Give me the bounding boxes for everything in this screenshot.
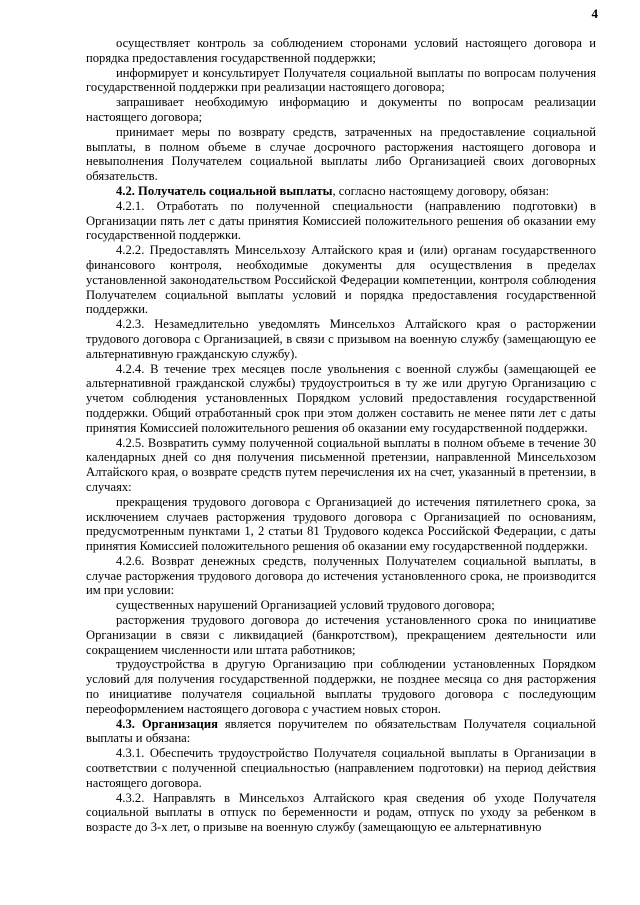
paragraph: [86, 613, 596, 657]
paragraph: [86, 362, 596, 436]
paragraph-text: 4.2.4. В течение трех месяцев после увольнения с военной службы (замещающей ее альтернативной гражданской службы) трудоустроиться в ту же или другую Организацию с учетом соблюдения установленных Порядком условий предоставления государственной поддержки. Общий отработанный срок при этом должен составить не менее пяти лет с даты принятия Комиссией положительного решения об оказании ему государственной поддержки.: [86, 361, 596, 435]
paragraph-text: осуществляет контроль за соблюдением сторонами условий настоящего договора и порядка предоставления государственной поддержки;: [86, 36, 596, 65]
paragraph: [86, 717, 596, 747]
paragraph-text: расторжения трудового договора до истечения установленного срока по инициативе Организации в связи с ликвидацией (банкротством), прекращением деятельности или сокращением численности или штата работников;: [86, 613, 596, 657]
paragraph: [86, 66, 596, 96]
paragraph-text: запрашивает необходимую информацию и документы по вопросам реализации настоящего договора;: [86, 95, 596, 124]
paragraph: [86, 243, 596, 317]
paragraph: [86, 184, 596, 199]
section-heading: 4.2. Получатель социальной выплаты: [116, 183, 333, 198]
paragraph: [86, 199, 596, 243]
paragraph-text: существенных нарушений Организацией условий трудового договора;: [116, 598, 495, 613]
paragraph: [86, 554, 596, 598]
paragraph-text: 4.2.6. Возврат денежных средств, полученных Получателем социальной выплаты, в случае расторжения трудового договора до истечения установленного срока, не производится им при условии:: [86, 553, 596, 598]
paragraph-text: 4.2.2. Предоставлять Минсельхозу Алтайского края и (или) органам государственного финансового контроля, необходимые документы для осуществления в пределах установленной законодательством Российской Федерации компетенции, контроля соблюдения Получателем социальной выплаты условий и порядка предоставления государственной поддержки.: [86, 243, 596, 317]
paragraph-text: , согласно настоящему договору, обязан:: [332, 183, 550, 198]
document-body: [86, 36, 596, 835]
paragraph: [86, 36, 596, 66]
paragraph: [86, 436, 596, 495]
paragraph: [86, 495, 596, 554]
paragraph: [86, 746, 596, 790]
paragraph-text: 4.3.2. Направлять в Минсельхоз Алтайского края сведения об уходе Получателя социальной выплаты в отпуск по беременности и родам, отпуск по уходу за ребенком в возрасте до 3-х лет, о призыве на военную службу (замещающую ее альтернативную: [86, 790, 596, 835]
paragraph-text: информирует и консультирует Получателя социальной выплаты по вопросам получения государственной поддержки при реализации настоящего договора;: [86, 65, 596, 95]
paragraph: [86, 317, 596, 361]
paragraph-text: принимает меры по возврату средств, затраченных на предоставление социальной выплаты, в полном объеме в случае досрочного расторжения настоящего договора и невыполнения Получателем социальной выплаты либо Организацией своих договорных обязательств.: [86, 124, 596, 184]
paragraph-text: 4.2.1. Отработать по полученной специальности (направлению подготовки) в Организации пять лет с даты принятия Комиссией положительного решения об оказании ему государственной поддержки.: [86, 198, 596, 243]
page-number: 4: [591, 6, 598, 21]
paragraph-text: 4.2.3. Незамедлительно уведомлять Минсельхоз Алтайского края о расторжении трудового договора с Организацией, в связи с призывом на военную службу (замещающую ее альтернативную гражданскую службу).: [86, 317, 596, 361]
paragraph: [86, 125, 596, 184]
paragraph-text: трудоустройства в другую Организацию при соблюдении установленных Порядком условий для получения государственной поддержки, не позднее месяца со дня расторжения по инициативе получателя социальной выплаты трудового договора с последующим переоформлением настоящего договора с участием новых сторон.: [86, 657, 596, 716]
paragraph: [86, 657, 596, 716]
paragraph-text: 4.2.5. Возвратить сумму полученной социальной выплаты в полном объеме в течение 30 календарных дней со дня получения письменной претензии, направленной Минсельхозом Алтайского края, о возврате средств путем перечисления их на счет, указанный в претензии, в случаях:: [86, 435, 596, 494]
paragraph: [86, 598, 596, 613]
paragraph-text: является поручителем по обязательствам Получателя социальной выплаты и обязана:: [86, 716, 596, 746]
paragraph-text: 4.3.1. Обеспечить трудоустройство Получателя социальной выплаты в Организации в соответствии с полученной специальностью (направлением подготовки) на период действия настоящего договора.: [86, 746, 596, 790]
section-heading: 4.3. Организация: [116, 716, 218, 731]
paragraph-text: прекращения трудового договора с Организацией до истечения пятилетнего срока, за исключением случаев расторжения трудового договора с Организацией по основаниям, предусмотренным пунктами 1, 2 статьи 81 Трудового кодекса Российской Федерации, с даты принятия Комиссией положительного решения об оказании ему государственной поддержки.: [86, 494, 596, 554]
paragraph: [86, 95, 596, 125]
paragraph: [86, 791, 596, 835]
